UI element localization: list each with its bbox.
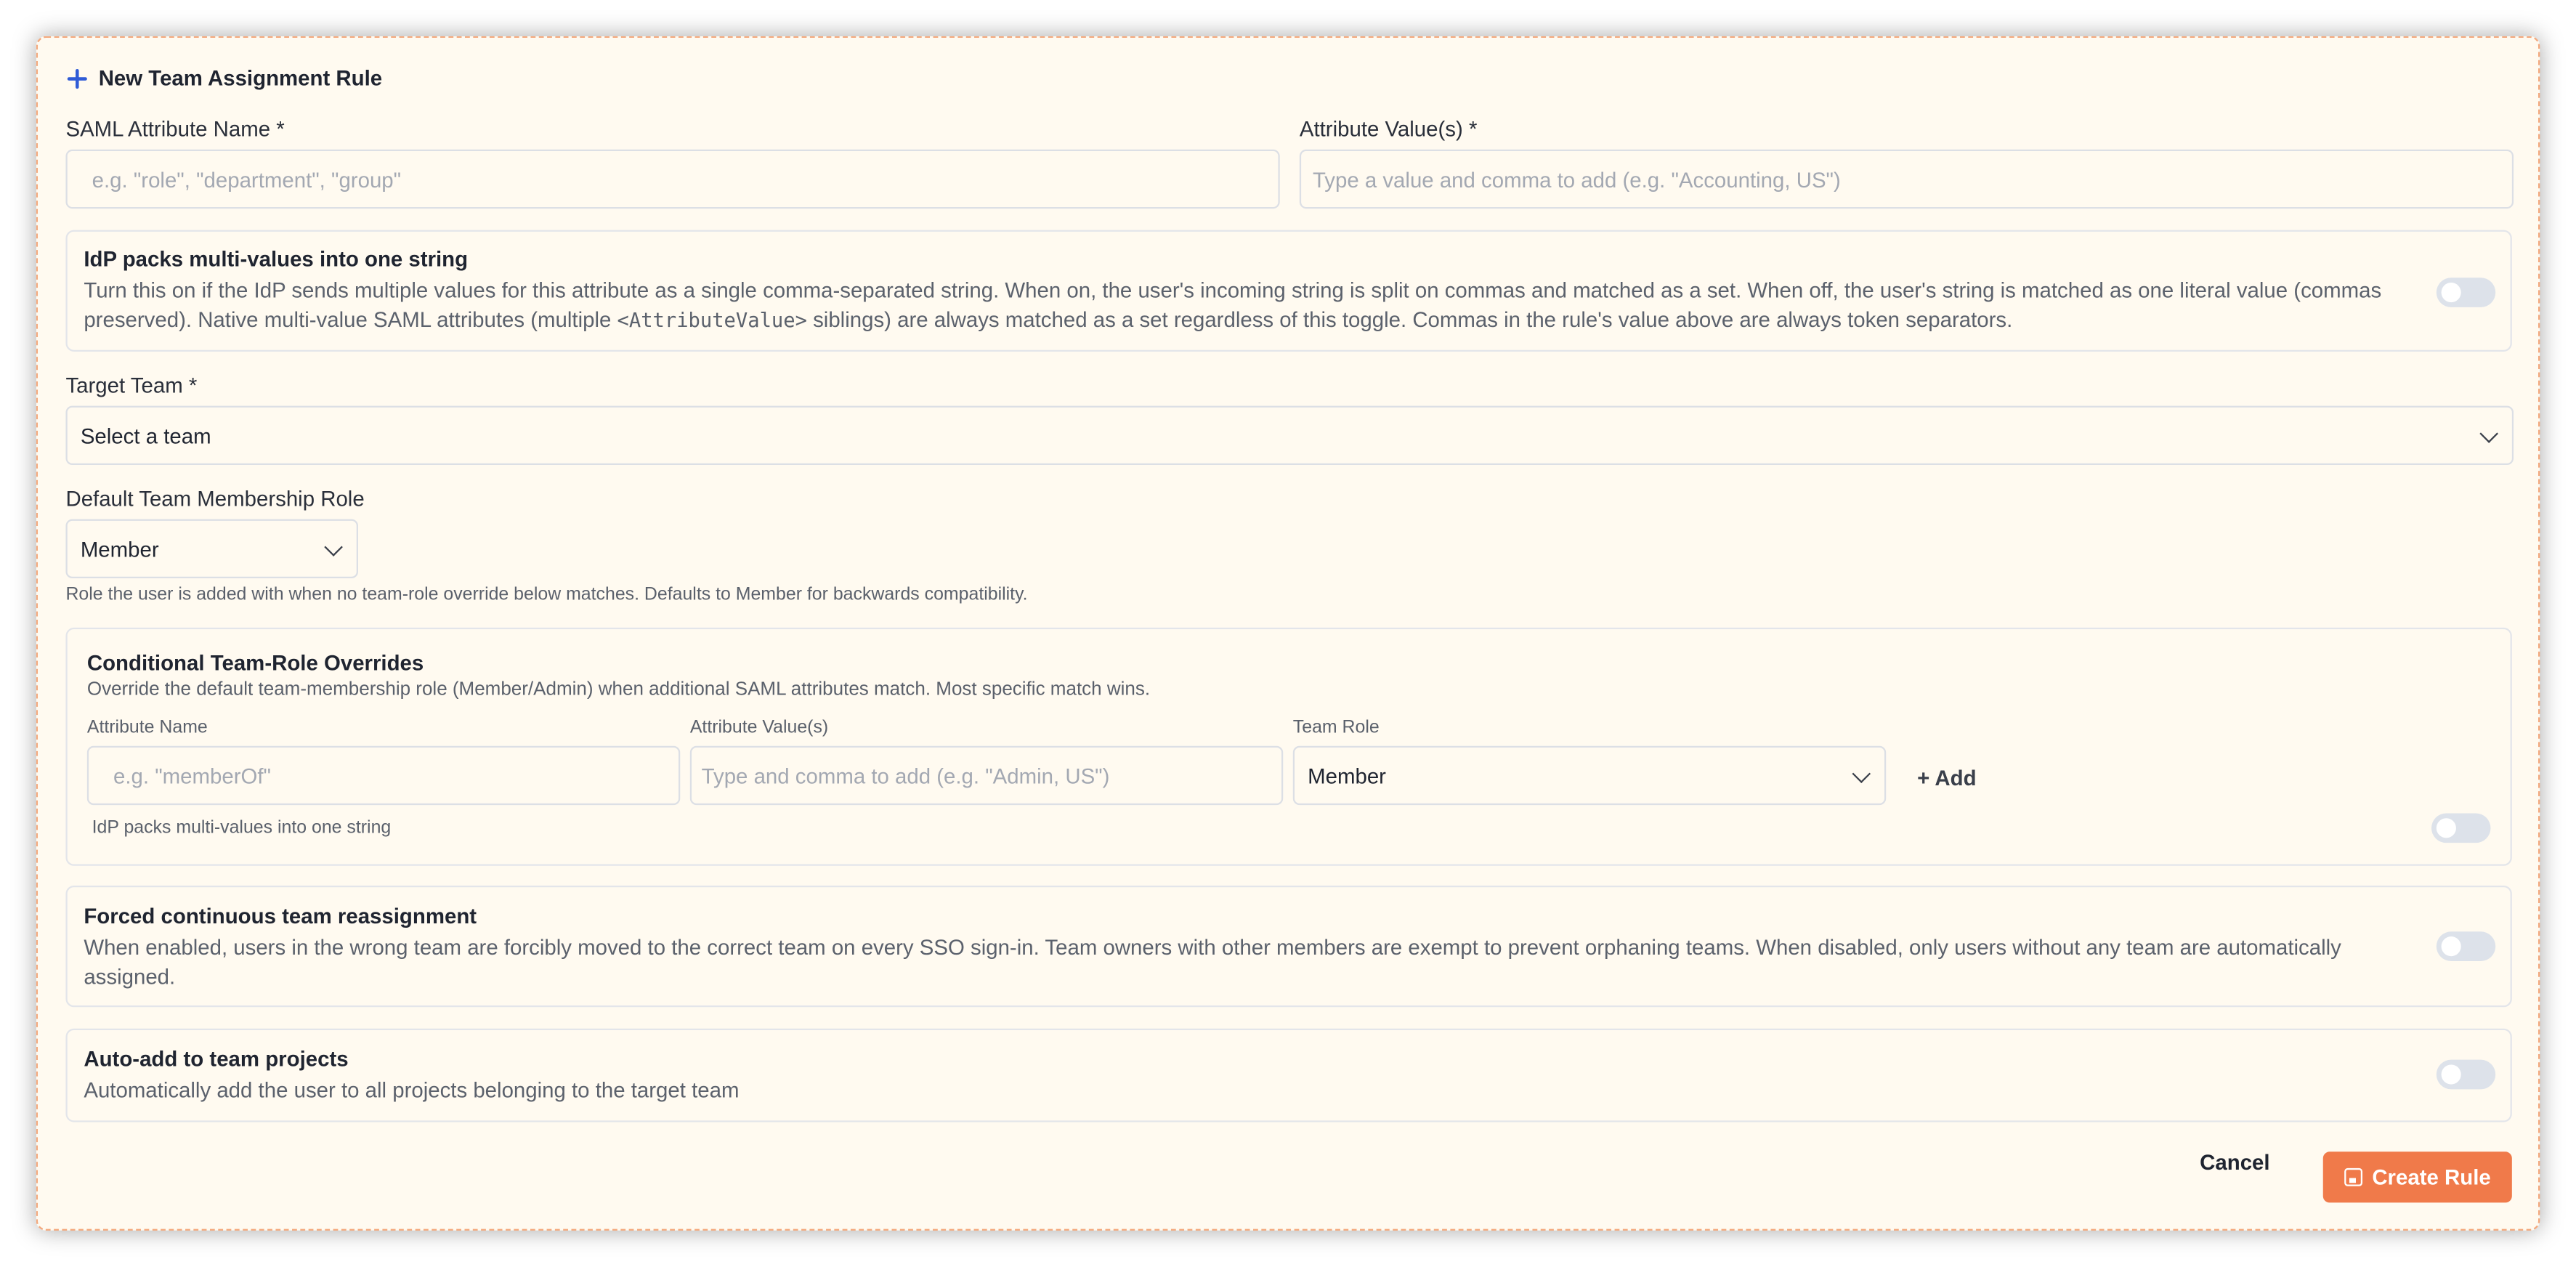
override-team-role-select[interactable] xyxy=(1293,746,1886,805)
override-attr-values-label: Attribute Value(s) xyxy=(689,718,829,738)
multivalue-desc-code: <AttributeValue> xyxy=(617,309,807,332)
overrides-description: Override the default team-membership role (Member/Admin) when additional SAML attributes match. Most specific match wins. xyxy=(86,680,1151,700)
forced-reassignment-panel xyxy=(65,886,2511,1007)
new-rule-card xyxy=(36,36,2540,1231)
default-role-label: Default Team Membership Role xyxy=(65,486,365,511)
multivalue-desc-pre: Turn this on if the IdP sends multiple values for this attribute as a single comma-separated string. When on, the user's incoming string is split on commas and matched as a set. When off, the user's string is matched as one literal value (commas preserved). Native multi-value SAML attributes (multiple xyxy=(84,278,2382,332)
form-title-row xyxy=(68,65,382,90)
add-override-button[interactable]: + Add xyxy=(1917,765,1977,790)
target-team-value: Select a team xyxy=(80,423,211,448)
auto-add-title: Auto-add to team projects xyxy=(84,1046,349,1072)
auto-add-toggle[interactable] xyxy=(2437,1060,2495,1090)
saml-attribute-placeholder: e.g. "role", "department", "group" xyxy=(92,166,402,192)
default-role-value: Member xyxy=(80,536,159,562)
chevron-down-icon xyxy=(2479,424,2498,443)
override-attr-name-placeholder: e.g. "memberOf" xyxy=(113,763,272,788)
target-team-label: Target Team * xyxy=(65,373,198,398)
attribute-values-input[interactable] xyxy=(1300,150,2514,209)
create-rule-label: Create Rule xyxy=(2372,1165,2491,1190)
override-attr-name-input[interactable] xyxy=(87,746,680,805)
override-attr-name-label: Attribute Name xyxy=(86,718,208,738)
auto-add-panel xyxy=(65,1029,2511,1122)
multivalue-panel xyxy=(65,230,2511,352)
create-rule-button[interactable] xyxy=(2323,1151,2512,1202)
auto-add-description: Automatically add the user to all projects belonging to the target team xyxy=(84,1077,740,1103)
multivalue-toggle[interactable] xyxy=(2437,278,2495,307)
multivalue-title: IdP packs multi-values into one string xyxy=(84,246,469,272)
saml-attribute-input[interactable] xyxy=(65,150,1279,209)
override-multivalue-label: IdP packs multi-values into one string xyxy=(92,818,392,838)
target-team-select[interactable] xyxy=(65,406,2514,465)
attribute-values-label: Attribute Value(s) * xyxy=(1299,116,1478,142)
saml-attribute-label: SAML Attribute Name * xyxy=(65,116,285,142)
overrides-panel xyxy=(65,628,2511,866)
override-team-role-value: Member xyxy=(1308,763,1386,788)
chevron-down-icon xyxy=(1852,764,1871,783)
form-title: New Team Assignment Rule xyxy=(98,65,383,91)
multivalue-desc-post: siblings) are always matched as a set regardless of this toggle. Commas in the rule's value above are always token separators. xyxy=(806,307,2013,332)
save-icon xyxy=(2344,1168,2362,1186)
override-attr-values-input[interactable] xyxy=(690,746,1283,805)
cancel-button[interactable]: Cancel xyxy=(2200,1150,2270,1175)
default-role-help: Role the user is added with when no team-role override below matches. Defaults to Member for backwards compatibility. xyxy=(65,585,1028,605)
plus-icon xyxy=(68,68,87,88)
override-team-role-label: Team Role xyxy=(1292,718,1380,738)
forced-title: Forced continuous team reassignment xyxy=(84,903,477,928)
forced-description: When enabled, users in the wrong team are forcibly moved to the correct team on every SSO sign-in. Team owners with other members are exempt to prevent orphaning teams. When disabled, only users without any team are automatically assigned. xyxy=(84,934,2341,989)
default-role-select[interactable] xyxy=(65,519,358,578)
multivalue-description xyxy=(84,276,2416,335)
chevron-down-icon xyxy=(324,538,343,556)
overrides-title: Conditional Team-Role Overrides xyxy=(86,650,424,676)
override-multivalue-toggle[interactable] xyxy=(2431,813,2490,843)
attribute-values-placeholder: Type a value and comma to add (e.g. "Accounting, US") xyxy=(1312,166,1841,192)
forced-toggle[interactable] xyxy=(2437,931,2495,961)
override-attr-values-placeholder: Type and comma to add (e.g. "Admin, US") xyxy=(701,763,1110,788)
